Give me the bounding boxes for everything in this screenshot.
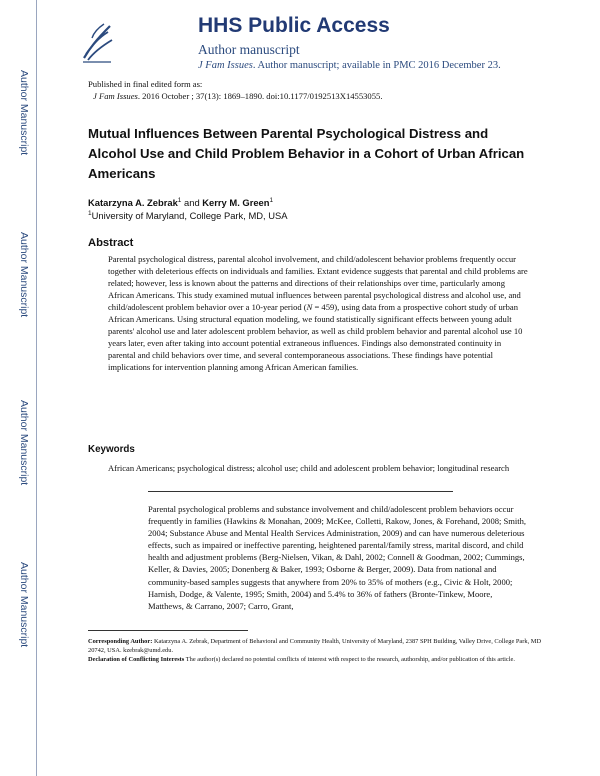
article-title: Mutual Influences Between Parental Psychological Distress and Alcohol Use and Child Problem Behavior in a Cohort of Urban African Americans <box>88 126 525 181</box>
affiliation-text: University of Maryland, College Park, MD, USA <box>91 210 288 222</box>
author-name: Katarzyna A. Zebrak <box>88 197 178 209</box>
publication-info <box>88 78 382 102</box>
section-divider <box>148 491 453 492</box>
citation-details: . 2016 October ; 37(13): 1869–1890. doi:10.1177/0192513X14553055. <box>137 91 383 101</box>
abstract-text: Parental psychological distress, parental alcohol involvement, and child/adolescent behavior problems frequently occur together with deleterious effects on individuals and families. Extant evidence suggests that parental and child problems are related; however, less is known about the patterns and directions of their relationships over time, particularly among African Americans. This study examined mutual influences between parental psychological distress and alcohol use, and child/adolescent problem behavior over a 10-year period (N = 459), using data from a prospective cohort study of urban African Americans. Using structural equation modeling, we found statistically significant effects between young adult parents' alcohol use and later adolescent problem behavior, as well as child problem behavior and parental alcohol use 10 years later, even after taking into account potential extraneous influences. Findings also demonstrated continuity in parental and child behaviors over time, and several contemporaneous associations. These findings have potential implications for intervention planning among African American families. <box>108 254 528 372</box>
hhs-public-access-title: HHS Public Access <box>198 14 390 37</box>
sample-size-symbol: N <box>306 302 313 312</box>
footnotes <box>88 637 548 664</box>
author-manuscript-subtitle: Author manuscript <box>198 42 300 57</box>
side-label-author-manuscript: Author Manuscript <box>18 562 30 648</box>
affiliation-marker: 1 <box>269 197 274 204</box>
keywords-heading: Keywords <box>88 444 135 455</box>
side-label-author-manuscript: Author Manuscript <box>18 70 30 156</box>
side-label-author-manuscript: Author Manuscript <box>18 400 30 486</box>
author-name: Kerry M. Green <box>202 197 270 209</box>
affiliation-marker: 1 <box>88 210 92 217</box>
side-divider <box>36 0 37 776</box>
hhs-header <box>70 4 590 74</box>
corresponding-author-note: Corresponding Author: Katarzyna A. Zebrak, Department of Behavioral and Community Health, University of Maryland, 2387 SPH Building, Valley Drive, College Park, MD 20742, USA. kzebrak@umd.edu. <box>88 638 542 654</box>
affiliation <box>88 210 288 221</box>
affiliation-marker: 1 <box>177 197 182 204</box>
availability-text: . Author manuscript; available in PMC 2016 December 23. <box>252 60 501 71</box>
side-label-author-manuscript: Author Manuscript <box>18 232 30 318</box>
body-paragraph: Parental psychological problems and substance involvement and child/adolescent problem behaviors occur frequently in families (Hawkins & Monahan, 2009; McKee, Colletti, Rakow, Jones, & Forehand, 2008; Smith, 2004; Substance Abuse and Mental Health Services Administration, 2009) and can have numerous deleterious effects, such as impaired or ineffective parenting, heightened parental/family stress, marital discord, and child health and adjustment problems (Berg-Nielsen, Vikan, & Dahl, 2002; Connell & Goodman, 2002; Cummings, Keller, & Davies, 2005; Donenberg & Baker, 1993; Osborne & Berger, 2009). Data from national and community-based samples suggests that anywhere from 20% to 35% of mothers (e.g., Civic & Holt, 2000; Harnish, Dodge, & Valente, 1995; Smith, 2004) and 5.4% to 36% of fathers (Bronte-Tinkew, Moore, Matthews, & Carrano, 2007; Carro, Grant, <box>148 504 527 611</box>
author-list <box>88 194 273 209</box>
availability-citation <box>198 60 501 71</box>
footnote-divider <box>88 630 248 631</box>
journal-name: J Fam Issues <box>93 91 138 101</box>
hhs-eagle-logo-icon <box>80 18 114 64</box>
published-label: Published in final edited form as: <box>88 79 203 89</box>
conflict-of-interest-note: Declaration of Conflicting Interests The author(s) declared no potential conflicts of interest with respect to the research, authorship, and/or publication of this article. <box>88 656 515 663</box>
publication-citation <box>88 90 382 102</box>
abstract-heading: Abstract <box>88 237 134 249</box>
author-conjunction: and <box>181 197 203 209</box>
journal-name: J Fam Issues <box>198 60 253 71</box>
keywords-text: African Americans; psychological distress; alcohol use; child and adolescent problem behavior; longitudinal research <box>108 463 510 473</box>
